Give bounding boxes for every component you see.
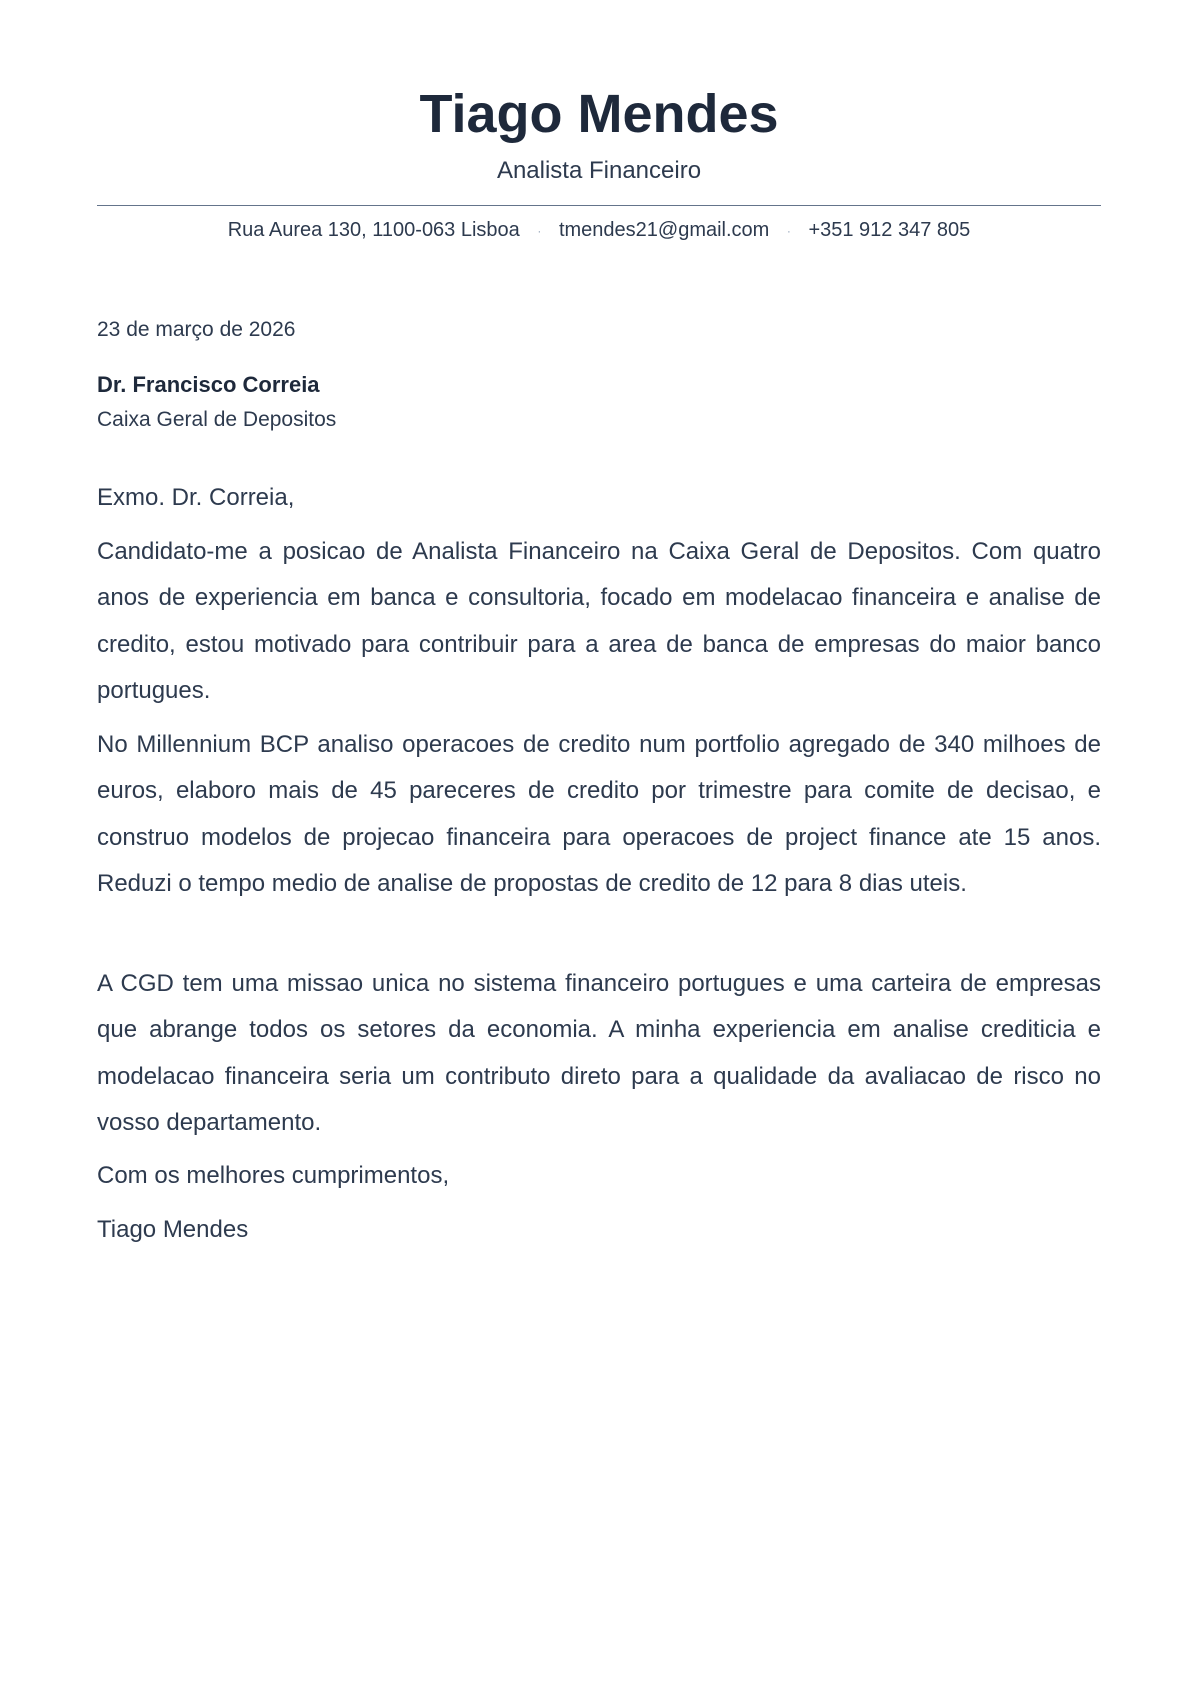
recipient-name: Dr. Francisco Correia [97,372,320,397]
recipient-organization: Caixa Geral de Depositos [97,408,337,431]
separator-dot: · [786,223,791,238]
contact-address: Rua Aurea 130, 1100-063 Lisboa [227,219,520,241]
body-paragraph: No Millennium BCP analiso operacoes de credito num portfolio agregado de 340 milhoes de euros, elaboro mais de 45 pareceres de credito por trimestre para comite de decisao, e construo modelos de projecao financeira para operacoes de project finance ate 15 anos. Reduzi o tempo medio de analise de propostas de credito de 12 para 8 dias uteis. [97,731,1101,897]
salutation: Exmo. Dr. Correia, [97,484,295,511]
sender-name: Tiago Mendes [419,84,779,144]
body-paragraph: A CGD tem uma missao unica no sistema financeiro portugues e uma carteira de empresas que abrange todos os setores da economia. A minha experiencia em analise crediticia e modelacao financeira seria um contributo direto para a qualidade da avaliacao de risco no vosso departamento. [97,970,1101,1136]
letter-date: 23 de março de 2026 [97,318,296,341]
separator-dot: · [537,223,542,238]
sender-role: Analista Financeiro [496,157,702,184]
closing: Com os melhores cumprimentos, [97,1162,450,1189]
contact-phone: +351 912 347 805 [808,219,971,241]
contact-line [97,216,1101,245]
body-paragraph: Candidato-me a posicao de Analista Financeiro na Caixa Geral de Depositos. Com quatro anos de experiencia em banca e consultoria, focado em modelacao financeira e analise de credito, estou motivado para contribuir para a area de banca de empresas do maior banco portugues. [97,538,1101,704]
contact-email: tmendes21@gmail.com [558,219,770,241]
signature: Tiago Mendes [97,1216,249,1243]
header-divider [97,205,1101,206]
